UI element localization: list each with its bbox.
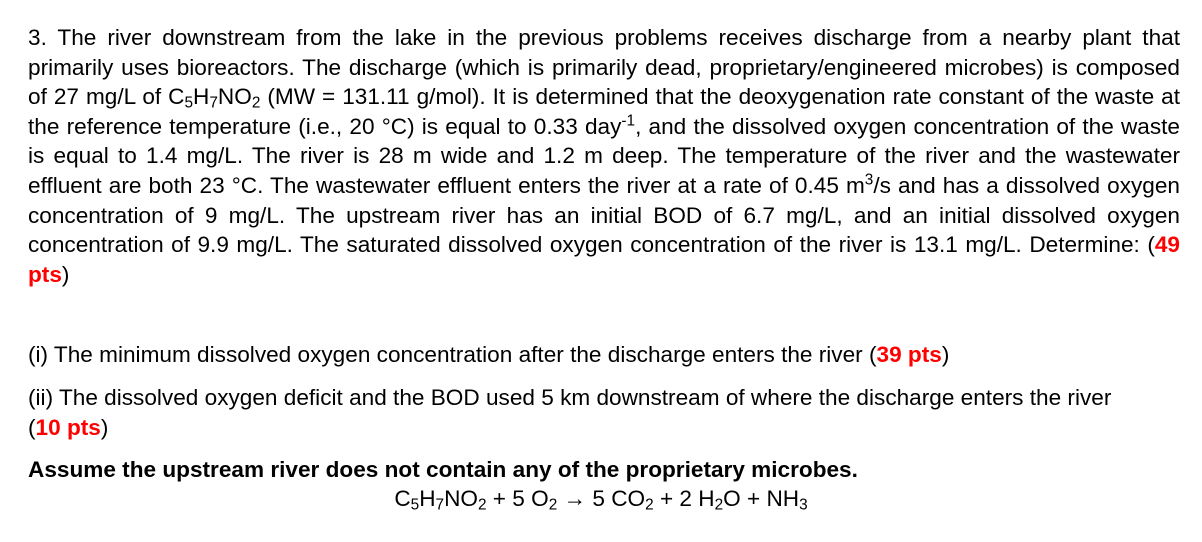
- reaction-arrow: →: [557, 486, 593, 511]
- part-text: (ii) The dissolved oxygen deficit and the BOD used 5 km downstream of where the discharge enters the river (: [28, 385, 1112, 440]
- part-text: (i) The minimum dissolved oxygen concentration after the discharge enters the river (: [28, 342, 877, 367]
- chemical-equation: [0, 484, 1202, 514]
- subscript: 2: [548, 496, 558, 514]
- problem-text: (MW = 131.11 g/mol). It is determined that the deoxygenation rate constant of the waste at the reference temperature (i.e., 20 °C) is equal to 0.33 day: [28, 84, 1181, 139]
- problem-text: , and the dissolved oxygen concentration of the waste is equal to 1.4 mg/L. The river is 28 m wide and 1.2 m deep. The temperature of the river and the wastewater effluent are both 23 °C. The wastewater effluent enters the river at a rate of 0.45 m: [28, 113, 1180, 198]
- subscript: 3: [799, 496, 808, 514]
- part-text: ): [100, 414, 109, 440]
- problem-text: NO: [217, 84, 252, 110]
- part-ii: [28, 383, 1128, 442]
- superscript: 3: [864, 171, 874, 189]
- subscript: 7: [209, 94, 218, 112]
- problem-text: H: [193, 84, 210, 110]
- subscript: 7: [435, 496, 445, 514]
- subscript: 5: [410, 496, 420, 514]
- part-text: ): [941, 342, 950, 367]
- eq-part: NO: [444, 486, 478, 511]
- subscript: 2: [714, 496, 724, 514]
- subscript: 2: [477, 496, 487, 514]
- part-i: [28, 340, 1128, 370]
- eq-part: C: [394, 486, 411, 511]
- eq-part: + 5 O: [486, 486, 549, 511]
- subscript: 2: [251, 94, 261, 112]
- problem-text: /s and has a dissolved oxygen concentration of 9 mg/L. The upstream river has an initial BOD of 6.7 mg/L, and an initial dissolved oxygen concentration of 9.9 mg/L. The saturated dissolved oxygen concentration of the river is 13.1 mg/L. Determine: (: [28, 172, 1180, 258]
- subscript: 2: [645, 496, 654, 514]
- eq-part: + 2 H: [653, 486, 715, 511]
- problem-text: 3. The river downstream from the lake in the previous problems receives discharge from a nearby plant that primarily uses bioreactors. The discharge (which is primarily dead, proprietary/engineered microbes) is composed of 27 mg/L of C: [28, 25, 1180, 110]
- points-label: 39 pts: [876, 342, 942, 367]
- subscript: 5: [184, 94, 194, 112]
- eq-part: H: [419, 486, 436, 511]
- eq-part: 5 CO: [592, 486, 646, 511]
- points-label: 10 pts: [35, 414, 101, 440]
- assumption: Assume the upstream river does not contain any of the proprietary microbes.: [28, 457, 858, 482]
- superscript: -1: [621, 112, 636, 130]
- points-label: 49 pts: [28, 232, 1180, 287]
- problem-text: ): [61, 261, 70, 287]
- eq-part: O + NH: [723, 486, 800, 511]
- problem-statement: [28, 23, 1180, 289]
